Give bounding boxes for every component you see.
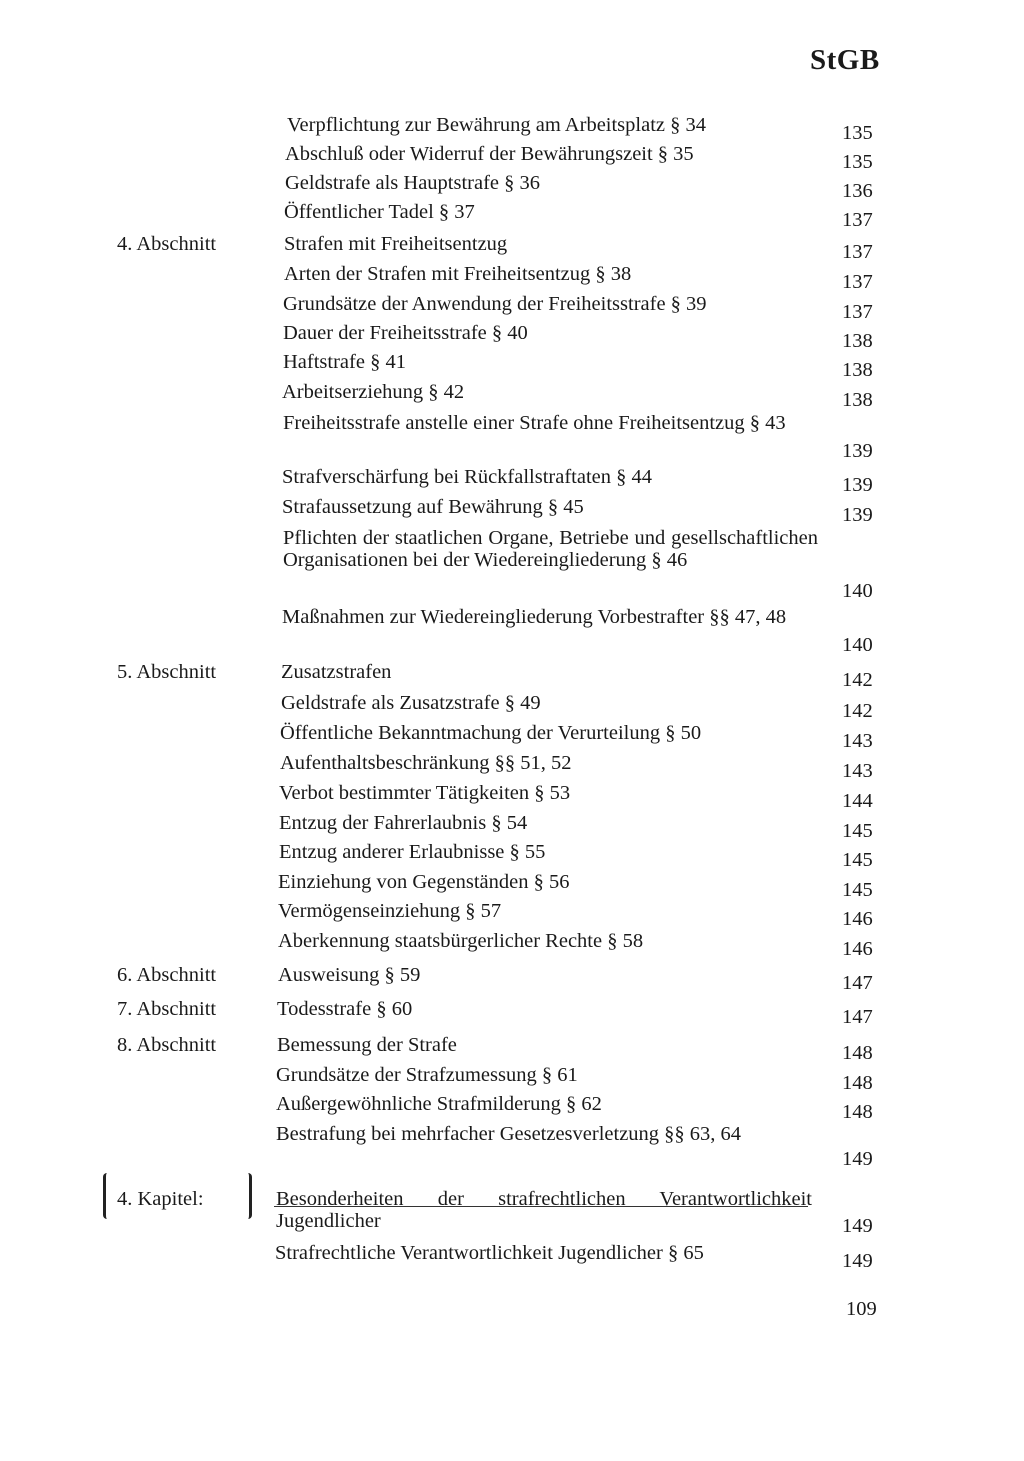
toc-entry-title: Öffentliche Bekanntmachung der Verurteilung § 50 — [280, 722, 702, 744]
toc-entry-title: Abschluß oder Widerruf der Bewährungszeit § 35 — [285, 143, 694, 165]
toc-entry-title: Arten der Strafen mit Freiheitsentzug § 38 — [284, 263, 632, 285]
toc-entry-page: 147 — [842, 972, 873, 994]
toc-entry-page: 137 — [842, 241, 873, 263]
toc-entry-page: 146 — [842, 938, 873, 960]
toc-entry-title: Aberkennung staatsbürgerlicher Rechte § 58 — [278, 930, 644, 952]
toc-entry-title: Strafrechtliche Verantwortlichkeit Jugendlicher § 65 — [275, 1242, 704, 1264]
toc-entry-page: 145 — [842, 849, 873, 871]
toc-entry-page: 143 — [842, 760, 873, 782]
toc-entry-page: 137 — [842, 271, 873, 293]
toc-entry-page: 149 — [842, 1250, 873, 1272]
handwritten-bracket-mark — [103, 1173, 252, 1219]
toc-entry-page: 140 — [842, 634, 873, 656]
toc-entry-title: Pflichten der staatlichen Organe, Betriebe und gesellschaftlichen Organisationen bei der Wiedereingliederung § 46 — [283, 527, 818, 571]
toc-entry-title: Geldstrafe als Hauptstrafe § 36 — [285, 172, 541, 194]
toc-entry-title: Einziehung von Gegenständen § 56 — [278, 871, 570, 893]
toc-entry-page: 142 — [842, 700, 873, 722]
toc-entry-title: Strafaussetzung auf Bewährung § 45 — [282, 496, 584, 518]
toc-entry-title: Verbot bestimmter Tätigkeiten § 53 — [279, 782, 571, 804]
toc-entry-title: Freiheitsstrafe anstelle einer Strafe ohne Freiheitsentzug § 43 — [283, 412, 786, 434]
toc-entry-page: 142 — [842, 669, 873, 691]
toc-entry-title: Öffentlicher Tadel § 37 — [284, 201, 475, 223]
toc-entry-title: Verpflichtung zur Bewährung am Arbeitsplatz § 34 — [287, 114, 706, 136]
toc-entry-page: 145 — [842, 820, 873, 842]
handwritten-underline — [274, 1206, 808, 1207]
toc-entry-page: 140 — [842, 580, 873, 602]
toc-entry-title: Besonderheiten der strafrechtlichen Verantwortlichkeit Jugendlicher — [276, 1188, 812, 1232]
toc-entry-title: Todesstrafe § 60 — [277, 998, 413, 1020]
toc-entry-title: Ausweisung § 59 — [278, 964, 421, 986]
toc-entry-title: Vermögenseinziehung § 57 — [278, 900, 502, 922]
toc-entry-title: Grundsätze der Strafzumessung § 61 — [276, 1064, 578, 1086]
toc-entry-page: 138 — [842, 359, 873, 381]
toc-entry-title: Aufenthaltsbeschränkung §§ 51, 52 — [280, 752, 572, 774]
toc-entry-page: 137 — [842, 209, 873, 231]
toc-entry-title: Dauer der Freiheitsstrafe § 40 — [283, 322, 528, 344]
toc-entry-page: 149 — [842, 1148, 873, 1170]
running-header-code: StGB — [810, 44, 880, 76]
toc-section-label: 7. Abschnitt — [117, 998, 217, 1020]
toc-entry-page: 147 — [842, 1006, 873, 1028]
toc-entry-page: 138 — [842, 330, 873, 352]
toc-entry-page: 137 — [842, 301, 873, 323]
toc-entry-title: Strafen mit Freiheitsentzug — [284, 233, 508, 255]
toc-section-label: 6. Abschnitt — [117, 964, 217, 986]
toc-entry-title: Außergewöhnliche Strafmilderung § 62 — [276, 1093, 602, 1115]
toc-section-label: 4. Abschnitt — [117, 233, 217, 255]
toc-entry-page: 135 — [842, 122, 873, 144]
toc-entry-page: 143 — [842, 730, 873, 752]
toc-entry-title: Bestrafung bei mehrfacher Gesetzesverletzung §§ 63, 64 — [276, 1123, 742, 1145]
toc-section-label: 5. Abschnitt — [117, 661, 217, 683]
toc-section-label: 8. Abschnitt — [117, 1034, 217, 1056]
toc-entry-page: 145 — [842, 879, 873, 901]
toc-entry-page: 148 — [842, 1072, 873, 1094]
toc-entry-title: Entzug der Fahrerlaubnis § 54 — [279, 812, 528, 834]
toc-entry-page: 136 — [842, 180, 873, 202]
toc-entry-page: 148 — [842, 1101, 873, 1123]
toc-entry-page: 148 — [842, 1042, 873, 1064]
toc-section-label: 4. Kapitel: — [117, 1188, 204, 1210]
toc-entry-page: 139 — [842, 504, 873, 526]
toc-entry-page: 144 — [842, 790, 873, 812]
toc-entry-page: 139 — [842, 474, 873, 496]
toc-entry-title: Grundsätze der Anwendung der Freiheitsstrafe § 39 — [283, 293, 707, 315]
toc-entry-page: 146 — [842, 908, 873, 930]
toc-entry-title: Entzug anderer Erlaubnisse § 55 — [279, 841, 546, 863]
toc-entry-title: Haftstrafe § 41 — [283, 351, 406, 373]
toc-entry-page: 138 — [842, 389, 873, 411]
toc-entry-title: Geldstrafe als Zusatzstrafe § 49 — [281, 692, 541, 714]
toc-entry-title: Arbeitserziehung § 42 — [282, 381, 465, 403]
toc-entry-page: 139 — [842, 440, 873, 462]
toc-entry-page: 135 — [842, 151, 873, 173]
toc-entry-page: 149 — [842, 1215, 873, 1237]
page-number: 109 — [846, 1298, 877, 1320]
toc-entry-title: Bemessung der Strafe — [277, 1034, 457, 1056]
toc-entry-title: Zusatzstrafen — [281, 661, 392, 683]
toc-entry-title: Maßnahmen zur Wiedereingliederung Vorbestrafter §§ 47, 48 — [282, 606, 787, 628]
toc-entry-title: Strafverschärfung bei Rückfallstraftaten § 44 — [282, 466, 653, 488]
